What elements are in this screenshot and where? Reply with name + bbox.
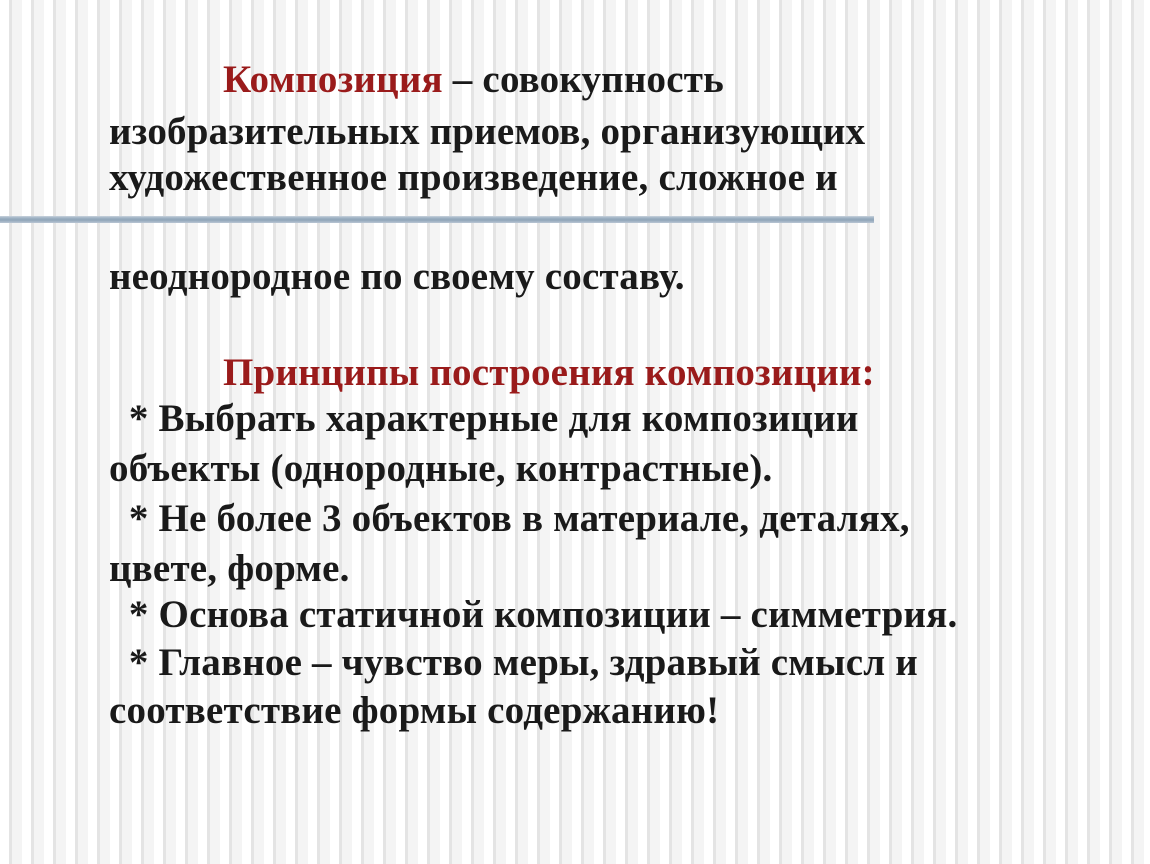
definition-term: Композиция: [223, 58, 443, 101]
principles-heading: Принципы построения композиции:: [223, 351, 875, 394]
principle-line-5: * Основа статичной композиции – симметрия.: [109, 593, 958, 636]
definition-line-4: неоднородное по своему составу.: [109, 255, 685, 298]
principle-line-4: цвете, форме.: [109, 547, 350, 590]
title-divider: [0, 216, 874, 223]
principle-line-2: объекты (однородные, контрастные).: [109, 447, 773, 490]
principle-line-1: * Выбрать характерные для композиции: [109, 397, 859, 440]
definition-text-1: – совокупность: [442, 58, 724, 101]
definition-line-1: [223, 57, 724, 103]
principle-line-7: соответствие формы содержанию!: [109, 689, 720, 732]
principle-line-6: * Главное – чувство меры, здравый смысл и: [109, 641, 918, 684]
principle-line-3: * Не более 3 объектов в материале, деталях,: [109, 497, 910, 540]
definition-line-3: художественное произведение, сложное и: [109, 156, 838, 199]
definition-line-2: изобразительных приемов, организующих: [109, 110, 866, 153]
